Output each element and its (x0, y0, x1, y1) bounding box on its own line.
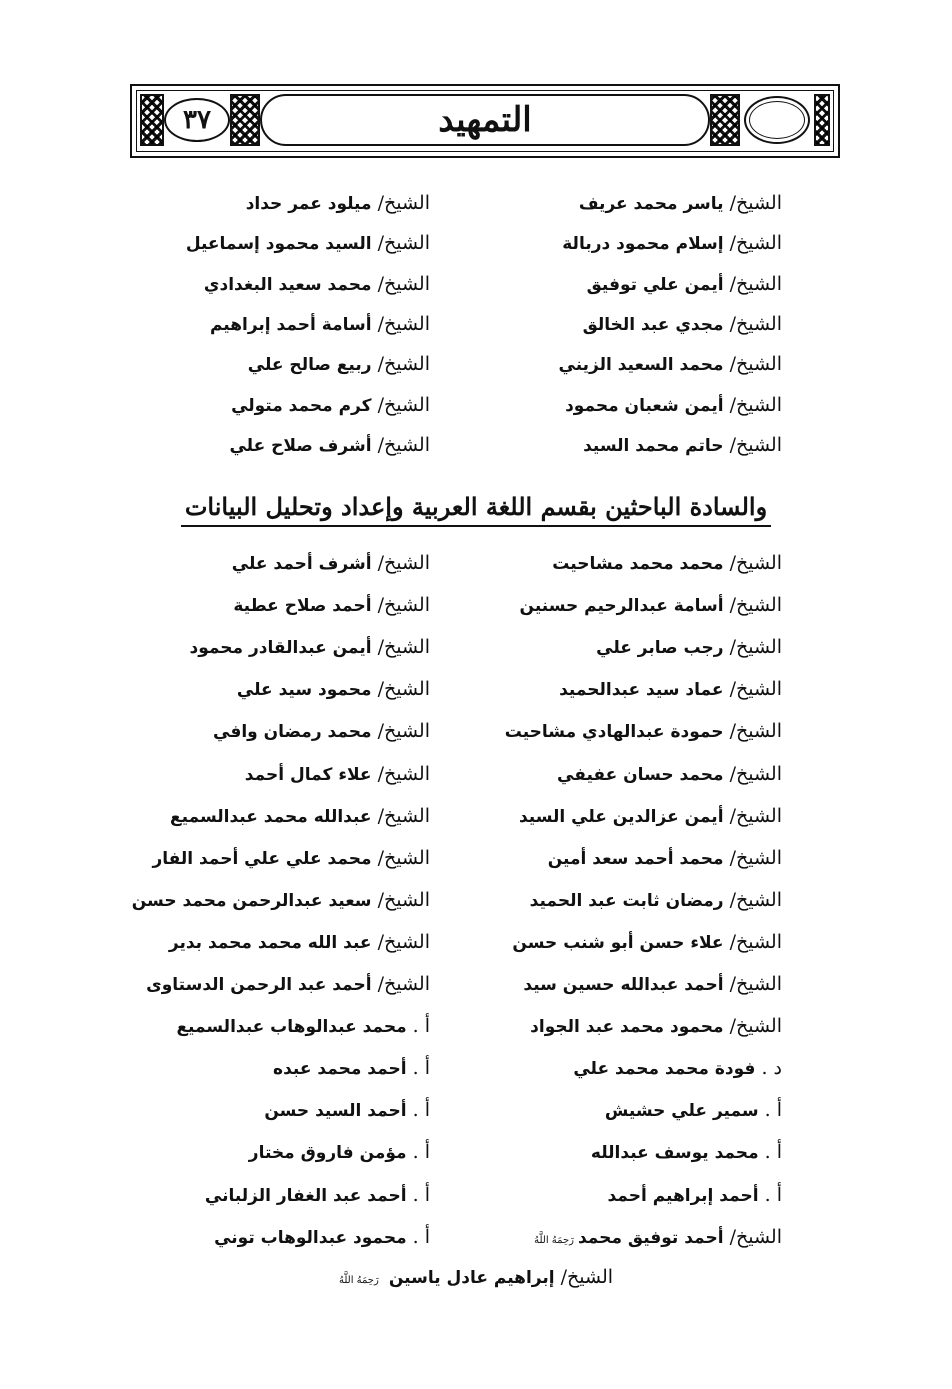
name-entry (245, 763, 430, 785)
title-prefix: الشيخ/ (729, 973, 782, 995)
title-prefix: الشيخ/ (377, 720, 430, 743)
person-name: أيمن علي توفيق (586, 274, 724, 295)
title-prefix: الشيخ/ (377, 353, 430, 376)
name-entry (530, 889, 782, 911)
person-name: أحمد محمد عبده (273, 1059, 407, 1080)
title-prefix: الشيخ/ (729, 804, 782, 827)
name-entry (204, 273, 430, 295)
person-name: أحمد عبد الغفار الزلباني (204, 1185, 407, 1206)
name-entry (565, 394, 782, 416)
person-name: أشرف أحمد علي (231, 554, 372, 574)
name-entry (246, 192, 430, 214)
title-prefix: الشيخ/ (729, 192, 782, 214)
title-prefix: الشيخ/ (729, 720, 782, 743)
person-name: محمد محمد مشاحيت (552, 554, 724, 574)
name-entry (505, 720, 782, 742)
chapter-title: التمهيد (260, 94, 710, 146)
person-name: محمد علي علي أحمد الفار (152, 848, 372, 869)
name-entry (607, 1184, 782, 1206)
name-entry (249, 1141, 430, 1163)
title-prefix: الشيخ/ (377, 846, 430, 869)
name-entry (232, 552, 430, 574)
person-name: السيد محمود إسماعيل (185, 234, 372, 255)
name-entry (205, 1184, 430, 1206)
title-prefix: الشيخ/ (377, 973, 430, 995)
title-prefix: الشيخ/ (729, 888, 782, 911)
person-name: أحمد عبد الرحمن الدستاوى (146, 975, 372, 995)
person-name: علاء كمال أحمد (244, 764, 372, 785)
title-prefix: الشيخ/ (377, 678, 430, 701)
seal-logo (744, 96, 810, 144)
title-prefix: الشيخ/ (377, 762, 430, 785)
title-prefix: الشيخ/ (729, 636, 782, 659)
person-name: إسلام محمود دربالة (562, 234, 724, 255)
name-entry (213, 720, 430, 742)
final-honorific: رَحِمَهُ اللَّهُ (338, 1275, 379, 1286)
name-entry (523, 973, 782, 995)
title-prefix: الشيخ/ (729, 1015, 782, 1038)
title-prefix: الشيخ/ (377, 232, 430, 255)
name-entry (190, 636, 430, 658)
name-entry (583, 313, 782, 335)
person-name: محمد أحمد سعد أمين (547, 848, 724, 869)
name-entry (596, 636, 782, 658)
title-prefix: الشيخ/ (729, 353, 782, 376)
name-entry (233, 594, 430, 616)
person-name: محمود محمد عبد الجواد (530, 1017, 724, 1038)
name-entry (229, 434, 430, 456)
name-entry (237, 678, 430, 700)
name-entry (562, 232, 782, 254)
name-entry (587, 273, 782, 295)
person-name: فودة محمد محمد علي (573, 1059, 756, 1080)
person-name: حمودة عبدالهادي مشاحيت (504, 722, 724, 743)
title-prefix: الشيخ/ (729, 762, 782, 785)
person-name: محمد حسان عفيفي (557, 764, 724, 785)
name-entry (559, 353, 782, 375)
person-name: ربيع صالح علي (247, 355, 372, 376)
seal-inner-ring (749, 101, 805, 139)
person-name: أحمد إبراهيم أحمد (607, 1185, 759, 1206)
title-prefix: الشيخ/ (377, 312, 430, 335)
title-prefix: الشيخ/ (377, 636, 430, 659)
ornament-left-outer (140, 94, 164, 146)
name-entry (169, 931, 430, 953)
name-entry (591, 1141, 782, 1163)
person-name: محمد يوسف عبدالله (590, 1143, 759, 1164)
name-entry (583, 434, 782, 456)
title-prefix: الشيخ/ (377, 272, 430, 295)
final-name: إبراهيم عادل ياسين (388, 1268, 555, 1288)
title-prefix: الشيخ/ (729, 1225, 782, 1248)
person-name: مؤمن فاروق مختار (248, 1143, 407, 1164)
title-prefix: الشيخ/ (729, 312, 782, 335)
title-prefix: أ . (412, 1141, 430, 1164)
person-name: محمد رمضان وافي (213, 722, 372, 743)
final-name-line (0, 1266, 952, 1288)
person-name: أيمن شعبان محمود (565, 395, 724, 416)
name-entry (231, 394, 430, 416)
person-name: أسامة أحمد إبراهيم (209, 314, 372, 335)
title-prefix: الشيخ/ (729, 433, 782, 456)
name-entry (557, 763, 782, 785)
title-prefix: الشيخ/ (377, 804, 430, 827)
person-name: أحمد توفيق محمد (577, 1227, 724, 1248)
name-entry (186, 232, 430, 254)
title-prefix: الشيخ/ (729, 594, 782, 617)
title-prefix: الشيخ/ (729, 552, 782, 574)
title-prefix: الشيخ/ (729, 846, 782, 869)
title-prefix: الشيخ/ (729, 232, 782, 255)
name-entry (530, 1015, 782, 1037)
person-name: أحمد عبدالله حسين سيد (523, 975, 724, 995)
name-entry (534, 1226, 782, 1248)
title-prefix: الشيخ/ (729, 678, 782, 701)
title-prefix: الشيخ/ (377, 552, 430, 574)
person-name: مجدي عبد الخالق (582, 314, 724, 335)
person-name: أحمد السيد حسن (264, 1101, 407, 1122)
name-entry (520, 594, 782, 616)
name-entry (132, 889, 430, 911)
name-entry (548, 847, 782, 869)
title-prefix: أ . (412, 1099, 430, 1122)
ornament-left-inner (230, 94, 260, 146)
title-prefix: أ . (764, 1141, 782, 1164)
title-prefix: الشيخ/ (377, 594, 430, 617)
person-name: أيمن عبدالقادر محمود (189, 638, 372, 659)
title-prefix: أ . (412, 1015, 430, 1038)
title-prefix: الشيخ/ (729, 930, 782, 953)
name-entry (273, 1057, 430, 1079)
person-name: رمضان ثابت عبد الحميد (529, 890, 724, 911)
name-entry (176, 1015, 430, 1037)
title-prefix: د . (761, 1057, 782, 1080)
honorific: رَحِمَهُ اللَّهُ (534, 1234, 574, 1246)
person-name: علاء حسن أبو شنب حسن (512, 932, 724, 953)
person-name: ميلود عمر حداد (245, 194, 372, 214)
person-name: محمد السعيد الزيني (558, 355, 724, 376)
person-name: سعيد عبدالرحمن محمد حسن (131, 890, 372, 911)
person-name: عبدالله محمد عبدالسميع (170, 806, 372, 827)
title-prefix: أ . (764, 1099, 782, 1122)
ornament-right-outer (814, 94, 830, 146)
person-name: محمد سعيد البغدادي (203, 274, 372, 295)
person-name: محمود عبدالوهاب توني (214, 1227, 407, 1248)
name-entry (264, 1099, 430, 1121)
name-entry (559, 678, 782, 700)
title-prefix: الشيخ/ (377, 888, 430, 911)
ornament-right-inner (710, 94, 740, 146)
section-heading-text: والسادة الباحثين بقسم اللغة العربية وإعداد وتحليل البيانات (181, 492, 771, 527)
name-entry (605, 1099, 782, 1121)
title-prefix: الشيخ/ (377, 930, 430, 953)
person-name: أيمن عزالدين علي السيد (518, 806, 724, 827)
name-entry (248, 353, 430, 375)
name-entry (579, 192, 782, 214)
person-name: سمير علي حشيش (604, 1101, 759, 1122)
person-name: أحمد صلاح عطية (233, 596, 372, 617)
name-entry (512, 931, 782, 953)
person-name: محمود سيد علي (236, 680, 372, 701)
person-name: كرم محمد متولي (231, 395, 372, 416)
title-prefix: الشيخ/ (377, 192, 430, 214)
page-number: ٣٧ (164, 98, 230, 142)
person-name: أشرف صلاح علي (229, 435, 372, 456)
title-prefix: الشيخ/ (377, 433, 430, 456)
title-prefix: الشيخ/ (729, 272, 782, 295)
title-prefix: أ . (412, 1225, 430, 1248)
person-name: حاتم محمد السيد (583, 435, 724, 456)
page-header (130, 84, 840, 158)
title-prefix: الشيخ/ (729, 393, 782, 416)
person-name: عماد سيد عبدالحميد (559, 680, 724, 701)
name-entry (146, 973, 430, 995)
name-entry (214, 1226, 430, 1248)
name-entry (152, 847, 430, 869)
name-entry (170, 805, 430, 827)
person-name: محمد عبدالوهاب عبدالسميع (176, 1017, 407, 1038)
name-entry (573, 1057, 782, 1079)
person-name: عبد الله محمد محمد بدير (168, 932, 372, 953)
section-heading (0, 492, 952, 527)
person-name: ياسر محمد عريف (578, 194, 724, 214)
person-name: رجب صابر علي (596, 638, 724, 659)
title-prefix: أ . (764, 1183, 782, 1206)
title-prefix: الشيخ/ (377, 393, 430, 416)
name-entry (210, 313, 430, 335)
name-entry (552, 552, 782, 574)
name-entry (519, 805, 782, 827)
final-prefix: الشيخ/ (560, 1266, 614, 1288)
person-name: أسامة عبدالرحيم حسنين (519, 596, 724, 617)
title-prefix: أ . (412, 1183, 430, 1206)
title-prefix: أ . (412, 1057, 430, 1080)
